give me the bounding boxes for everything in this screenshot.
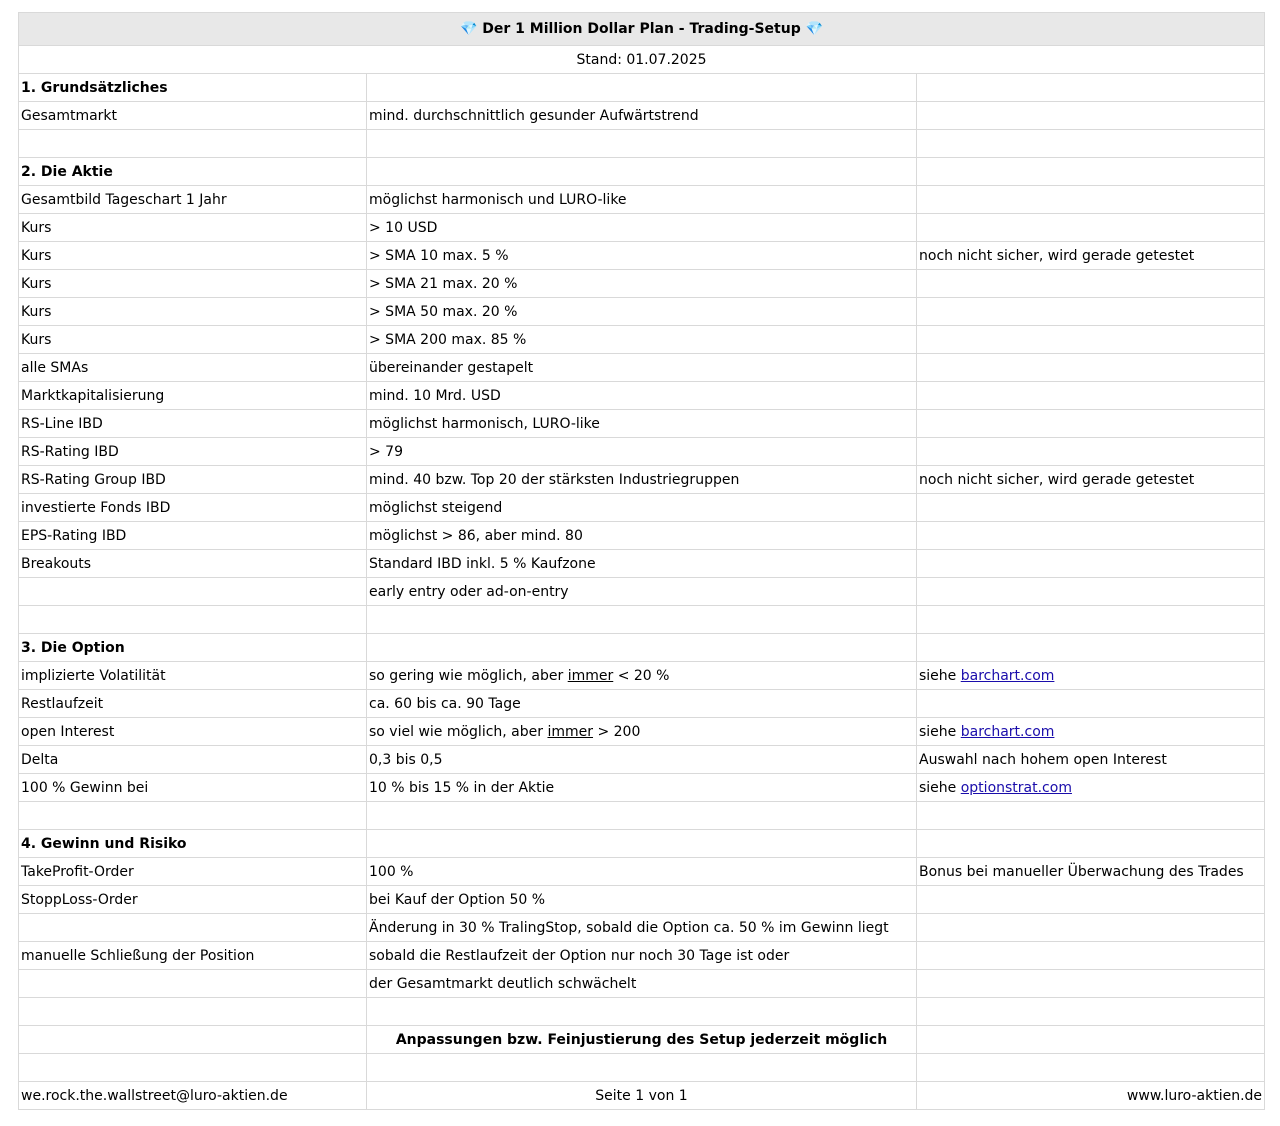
row-label — [19, 970, 367, 998]
table-row — [19, 382, 1265, 410]
row-note — [917, 942, 1265, 970]
table-row — [19, 522, 1265, 550]
table-row — [19, 578, 1265, 606]
table-row — [19, 102, 1265, 130]
row-value: > SMA 10 max. 5 % — [367, 242, 917, 270]
table-row — [19, 326, 1265, 354]
table-row — [19, 942, 1265, 970]
empty-row — [19, 998, 1265, 1026]
row-value: > SMA 50 max. 20 % — [367, 298, 917, 326]
row-value: Änderung in 30 % TralingStop, sobald die Option ca. 50 % im Gewinn liegt — [367, 914, 917, 942]
note-text: siehe — [919, 723, 961, 740]
barchart-link[interactable]: barchart.com — [960, 667, 1055, 684]
row-value: mind. 10 Mrd. USD — [367, 382, 917, 410]
row-value: übereinander gestapelt — [367, 354, 917, 382]
table-row — [19, 662, 1265, 690]
section-heading-row — [19, 158, 1265, 186]
row-note — [917, 354, 1265, 382]
row-note — [917, 494, 1265, 522]
row-label: alle SMAs — [19, 354, 367, 382]
row-note — [917, 690, 1265, 718]
section-heading: 3. Die Option — [19, 634, 367, 662]
row-note — [917, 970, 1265, 998]
row-label: Kurs — [19, 242, 367, 270]
row-value: möglichst harmonisch und LURO-like — [367, 186, 917, 214]
row-label: Delta — [19, 746, 367, 774]
row-label: StoppLoss-Order — [19, 886, 367, 914]
row-value: möglichst steigend — [367, 494, 917, 522]
row-label: Restlaufzeit — [19, 690, 367, 718]
row-note — [917, 102, 1265, 130]
table-row — [19, 690, 1265, 718]
row-label: Gesamtbild Tageschart 1 Jahr — [19, 186, 367, 214]
sheet-title: 💎 Der 1 Million Dollar Plan - Trading-Setup 💎 — [19, 13, 1265, 46]
row-note — [917, 410, 1265, 438]
row-label: Kurs — [19, 214, 367, 242]
row-value — [367, 662, 917, 690]
row-label: Kurs — [19, 270, 367, 298]
row-label: RS-Rating Group IBD — [19, 466, 367, 494]
row-label — [19, 914, 367, 942]
empty-row — [19, 130, 1265, 158]
row-label: investierte Fonds IBD — [19, 494, 367, 522]
table-row — [19, 858, 1265, 886]
empty-row — [19, 606, 1265, 634]
table-row — [19, 214, 1265, 242]
empty-row — [19, 1054, 1265, 1082]
row-note — [917, 718, 1265, 746]
footer-row — [19, 1082, 1265, 1110]
value-text: < 20 % — [613, 667, 670, 684]
section-heading: 4. Gewinn und Risiko — [19, 830, 367, 858]
row-note — [917, 522, 1265, 550]
table-row — [19, 886, 1265, 914]
row-value: > 10 USD — [367, 214, 917, 242]
row-note — [917, 662, 1265, 690]
row-label: Gesamtmarkt — [19, 102, 367, 130]
row-value: > SMA 200 max. 85 % — [367, 326, 917, 354]
table-row — [19, 242, 1265, 270]
footer-page-number: Seite 1 von 1 — [367, 1082, 917, 1110]
section-heading-row — [19, 634, 1265, 662]
row-label: RS-Line IBD — [19, 410, 367, 438]
row-label — [19, 578, 367, 606]
table-row — [19, 550, 1265, 578]
note-text: siehe — [919, 779, 961, 796]
row-label: implizierte Volatilität — [19, 662, 367, 690]
section-heading: 1. Grundsätzliches — [19, 74, 367, 102]
row-label: TakeProfit-Order — [19, 858, 367, 886]
row-note — [917, 438, 1265, 466]
table-row — [19, 410, 1265, 438]
underlined-word: immer — [567, 667, 614, 684]
row-label: RS-Rating IBD — [19, 438, 367, 466]
row-value: der Gesamtmarkt deutlich schwächelt — [367, 970, 917, 998]
stand-date: Stand: 01.07.2025 — [19, 46, 1265, 74]
row-label: Marktkapitalisierung — [19, 382, 367, 410]
table-row — [19, 270, 1265, 298]
row-value: 10 % bis 15 % in der Aktie — [367, 774, 917, 802]
row-value — [367, 718, 917, 746]
row-note: Bonus bei manueller Überwachung des Trades — [917, 858, 1265, 886]
table-row — [19, 914, 1265, 942]
note-text: siehe — [919, 667, 961, 684]
row-note: noch nicht sicher, wird gerade getestet — [917, 466, 1265, 494]
trading-setup-sheet — [18, 12, 1265, 1110]
row-label: open Interest — [19, 718, 367, 746]
table-row — [19, 466, 1265, 494]
row-value: > SMA 21 max. 20 % — [367, 270, 917, 298]
row-value: ca. 60 bis ca. 90 Tage — [367, 690, 917, 718]
stand-row — [19, 46, 1265, 74]
row-note — [917, 886, 1265, 914]
underlined-word: immer — [547, 723, 594, 740]
footer-website: www.luro-aktien.de — [917, 1082, 1265, 1110]
row-note — [917, 298, 1265, 326]
row-note — [917, 578, 1265, 606]
adjust-note-row — [19, 1026, 1265, 1054]
row-note — [917, 214, 1265, 242]
barchart-link[interactable]: barchart.com — [960, 723, 1055, 740]
row-value: möglichst > 86, aber mind. 80 — [367, 522, 917, 550]
row-value: > 79 — [367, 438, 917, 466]
section-heading-row — [19, 830, 1265, 858]
row-note — [917, 270, 1265, 298]
row-label: Kurs — [19, 326, 367, 354]
row-value: 100 % — [367, 858, 917, 886]
table-row — [19, 494, 1265, 522]
row-value: sobald die Restlaufzeit der Option nur noch 30 Tage ist oder — [367, 942, 917, 970]
row-label: Kurs — [19, 298, 367, 326]
row-note — [917, 914, 1265, 942]
row-value: bei Kauf der Option 50 % — [367, 886, 917, 914]
table-row — [19, 970, 1265, 998]
section-heading-row — [19, 74, 1265, 102]
optionstrat-link[interactable]: optionstrat.com — [960, 779, 1072, 796]
row-value: early entry oder ad-on-entry — [367, 578, 917, 606]
value-text: so viel wie möglich, aber — [369, 723, 548, 740]
adjust-note: Anpassungen bzw. Feinjustierung des Setup jederzeit möglich — [367, 1026, 917, 1054]
table-row — [19, 298, 1265, 326]
row-note — [917, 186, 1265, 214]
row-value: Standard IBD inkl. 5 % Kaufzone — [367, 550, 917, 578]
row-label: 100 % Gewinn bei — [19, 774, 367, 802]
row-note: noch nicht sicher, wird gerade getestet — [917, 242, 1265, 270]
table-row — [19, 718, 1265, 746]
footer-email: we.rock.the.wallstreet@luro-aktien.de — [19, 1082, 367, 1110]
row-note — [917, 774, 1265, 802]
table-row — [19, 186, 1265, 214]
row-note — [917, 382, 1265, 410]
row-label: manuelle Schließung der Position — [19, 942, 367, 970]
row-value: mind. 40 bzw. Top 20 der stärksten Industriegruppen — [367, 466, 917, 494]
title-row — [19, 13, 1265, 46]
row-value: möglichst harmonisch, LURO-like — [367, 410, 917, 438]
table-row — [19, 438, 1265, 466]
table-row — [19, 774, 1265, 802]
row-value: mind. durchschnittlich gesunder Aufwärtstrend — [367, 102, 917, 130]
row-note: Auswahl nach hohem open Interest — [917, 746, 1265, 774]
row-note — [917, 550, 1265, 578]
row-note — [917, 326, 1265, 354]
table-row — [19, 354, 1265, 382]
empty-row — [19, 802, 1265, 830]
row-value: 0,3 bis 0,5 — [367, 746, 917, 774]
value-text: so gering wie möglich, aber — [369, 667, 568, 684]
row-label: EPS-Rating IBD — [19, 522, 367, 550]
value-text: > 200 — [593, 723, 641, 740]
section-heading: 2. Die Aktie — [19, 158, 367, 186]
row-label: Breakouts — [19, 550, 367, 578]
table-row — [19, 746, 1265, 774]
